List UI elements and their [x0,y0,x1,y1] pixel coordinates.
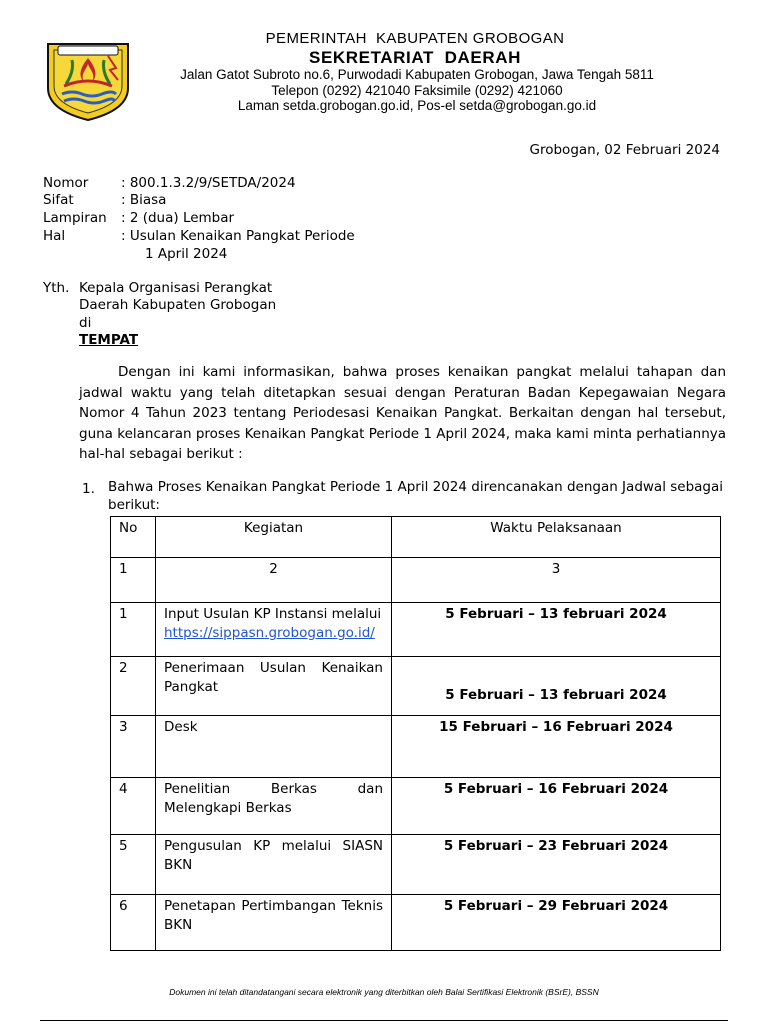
recipient-line-2: Daerah Kabupaten Grobogan [79,297,277,313]
row-6-waktu: 5 Februari – 29 Februari 2024 [392,895,721,951]
table-row [111,603,721,657]
letterhead-office: SEKRETARIAT DAERAH [309,48,521,67]
schedule-table [110,516,721,951]
recipient-line-1: Kepala Organisasi Perangkat [79,280,273,296]
letter-date: Grobogan, 02 Februari 2024 [529,142,720,158]
sifat-label: Sifat [43,192,74,208]
row-3-waktu: 15 Februari – 16 Februari 2024 [392,716,721,778]
intro-paragraph: Dengan ini kami informasikan, bahwa proses kenaikan pangkat melalui tahapan dan jadwal waktu yang telah ditetapkan sesuai dengan Peraturan Badan Kepegawaian Negara Nomor 4 Tahun 2023 tentang Periodesasi Kenaikan Pangkat. Berkaitan dengan hal tersebut, guna kelancaran proses Kenaikan Pangkat Periode 1 April 2024, maka kami minta perhatiannya hal-hal sebagai berikut : [79,364,727,462]
row-1-kegiatan-text: Input Usulan KP Instansi melalui [164,606,382,622]
e-signature-footer-note: Dokumen ini telah ditandatangani secara elektronik yang diterbitkan oleh Balai Sertifikasi Elektronik (BSrE), BSSN [169,987,599,997]
table-row [111,778,721,835]
table-row [111,716,721,778]
numbering-col-3: 3 [392,558,721,603]
recipient-yth: Yth. [43,280,70,296]
nomor-value: : 800.1.3.2/9/SETDA/2024 [121,175,296,191]
letterhead-website: Laman setda.grobogan.go.id, Pos-el setda@grobogan.go.id [237,98,597,113]
letterhead-phone: Telepon (0292) 421040 Faksimile (0292) 421060 [271,83,563,98]
numbering-col-1: 1 [111,558,156,603]
letterhead-government: PEMERINTAH KABUPATEN GROBOGAN [265,30,565,47]
lampiran-label: Lampiran [43,210,107,226]
hal-value-continued: 1 April 2024 [145,246,228,262]
table-header-row [111,517,721,558]
grobogan-coat-of-arms-logo [42,36,134,122]
header-waktu: Waktu Pelaksanaan [392,517,721,558]
recipient-tempat: TEMPAT [79,332,139,348]
row-3-kegiatan: Desk [156,716,392,778]
numbering-col-2: 2 [156,558,392,603]
table-row [111,895,721,951]
row-4-kegiatan: Penelitian Berkas dan Melengkapi Berkas [156,778,392,835]
point-1-number: 1. [82,481,95,497]
row-1-no: 1 [111,603,156,657]
nomor-label: Nomor [43,175,89,191]
row-2-no: 2 [111,657,156,716]
row-3-no: 3 [111,716,156,778]
row-4-waktu: 5 Februari – 16 Februari 2024 [392,778,721,835]
row-1-waktu: 5 Februari – 13 februari 2024 [392,603,721,657]
letterhead-address: Jalan Gatot Subroto no.6, Purwodadi Kabupaten Grobogan, Jawa Tengah 5811 [180,67,654,82]
row-5-no: 5 [111,835,156,895]
row-6-no: 6 [111,895,156,951]
table-row [111,657,721,716]
header-no: No [111,517,156,558]
row-5-waktu: 5 Februari – 23 Februari 2024 [392,835,721,895]
sippasn-link[interactable]: https://sippasn.grobogan.go.id/ [164,625,375,641]
row-6-kegiatan: Penetapan Pertimbangan Teknis BKN [156,895,392,951]
table-numbering-row [111,558,721,603]
table-row [111,835,721,895]
point-1-text: Bahwa Proses Kenaikan Pangkat Periode 1 April 2024 direncanakan dengan Jadwal sebagai [108,479,724,495]
row-2-waktu: 5 Februari – 13 februari 2024 [392,657,721,716]
hal-value: : Usulan Kenaikan Pangkat Periode [121,228,355,244]
sifat-value: : Biasa [121,192,167,208]
point-1-text-continued: berikut: [108,497,160,513]
hal-label: Hal [43,228,66,244]
row-5-kegiatan: Pengusulan KP melalui SIASN BKN [156,835,392,895]
lampiran-value: : 2 (dua) Lembar [121,210,235,226]
header-kegiatan: Kegiatan [156,517,392,558]
row-4-no: 4 [111,778,156,835]
footer-divider [40,1020,728,1021]
row-2-kegiatan: Penerimaan Usulan Kenaikan Pangkat [156,657,392,716]
recipient-line-3: di [79,315,92,331]
row-1-kegiatan [156,603,392,657]
